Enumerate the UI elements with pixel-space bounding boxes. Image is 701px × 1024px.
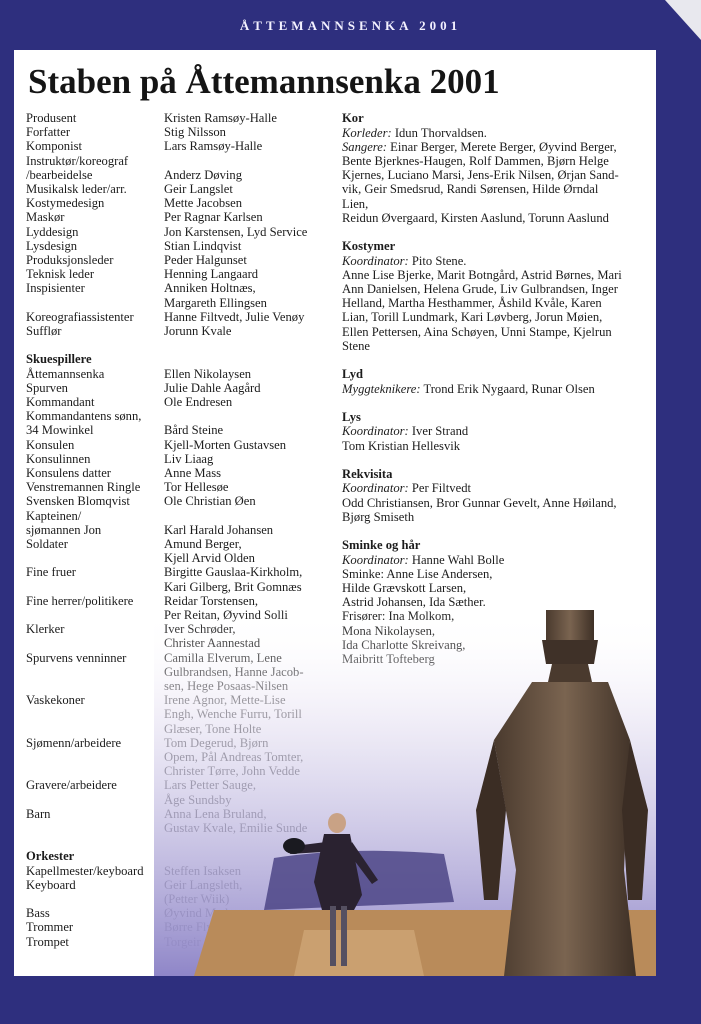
credit-role: Komponist [26,139,82,154]
line-label: Koordinator: [342,424,409,439]
credit-role: Koreografiassistenter [26,309,134,324]
credit-role: Lysdesign [26,238,78,253]
credit-role: Kostymedesign [26,196,105,211]
section-line [342,282,642,296]
section-title: Kor [342,111,364,125]
line-text: Ann Danielsen, Helena Grude, Liv Gulbrandsen, Inger [342,282,618,297]
stage-photo [154,610,656,976]
line-text: Einar Berger, Merete Berger, Øyvind Berger, [387,139,617,154]
credit-role: Svensken Blomqvist [26,494,130,509]
line-text: Pito Stene. [408,253,467,268]
line-label: Myggteknikere: [342,381,421,396]
credit-role: Sjømenn/arbeidere [26,735,122,750]
section-title: Lys [342,409,361,424]
credit-name: Anniken Holtnæs, [164,281,256,296]
credit-role: Bass [26,906,50,921]
content-page [14,50,656,976]
credit-name: Lars Ramsøy-Halle [164,139,263,154]
credit-role: Inspisienter [26,281,85,296]
credit-name: Stian Lindqvist [164,238,242,253]
line-label: Sangere: [342,139,387,154]
credit-name: Birgitte Gauslaa-Kirkholm, [164,565,303,580]
credit-role: Produsent [26,111,77,125]
credit-role: Fine fruer [26,565,77,580]
line-label: Koordinator: [342,253,409,268]
credit-name: Liv Liaag [164,451,214,466]
credit-role: Kapellmester/keyboard [26,863,144,878]
crew-sections [342,111,642,680]
line-text: vik, Geir Smedsrud, Randi Sørensen, Hilde Ørndal [342,182,599,197]
credit-name: Ellen Nikolaysen [164,366,252,381]
credit-role: /bearbeidelse [26,167,93,182]
line-text: Hilde Grævskott Larsen, [342,581,467,596]
credit-role: Kommandantens sønn, [26,409,142,424]
page-title: Staben på Åttemannsenka 2001 [28,62,500,101]
credit-role: Konsulen [26,437,75,452]
section-line [342,154,642,168]
section-line [342,581,642,595]
crew-section [342,239,642,353]
credit-role: Trommer [26,920,74,935]
credit-name: Tor Hellesøe [164,480,229,495]
line-text: Ellen Pettersen, Aina Schøyen, Unni Stampe, Kjelrun [342,324,612,339]
section-heading: Orkester [26,849,75,864]
credit-role: Lyddesign [26,224,79,239]
section-line [342,140,642,154]
credit-role: Teknisk leder [26,267,95,282]
crew-section [342,410,642,453]
credit-role: Sufflør [26,324,62,338]
section-line [342,339,642,353]
credit-name: Reidar Torstensen, [164,593,259,608]
credit-role: Konsulinnen [26,451,91,466]
line-text: Bjørg Smiseth [342,509,415,524]
credit-name: Kari Gilberg, Brit Gomnæs [164,579,302,594]
section-line [342,268,642,282]
credit-role: Barn [26,806,51,821]
line-text: Trond Erik Nygaard, Runar Olsen [420,381,595,396]
page-corner-fold [665,0,701,40]
credit-role: Konsulens datter [26,466,111,480]
section-title: Lyd [342,367,364,382]
credit-role: Klerker [26,622,65,637]
line-text: Iver Strand [408,424,469,439]
section-line [342,126,642,140]
line-text: Bente Bjerknes-Haugen, Rolf Dammen, Bjørn Helge [342,154,609,168]
section-line [342,325,642,339]
line-text: Helland, Martha Hesthammer, Åshild Kvåle, Karen [342,296,602,311]
line-text: Hanne Wahl Bolle [408,552,505,567]
credit-name: Anderz Døving [164,167,242,182]
section-title: Rekvisita [342,466,393,481]
credit-name: Ole Endresen [164,395,233,409]
line-text: Odd Christiansen, Bror Gunnar Gevelt, Anne Høiland, [342,495,617,510]
credit-name: Kjell-Morten Gustavsen [164,437,287,452]
credit-role: Maskør [26,210,65,225]
running-header: ÅTTEMANNSENKA 2001 [239,18,462,33]
credit-role: Kommandant [26,395,95,409]
section-line [342,595,642,609]
stage-floor-steps [294,930,424,976]
credit-name: Bård Steine [164,423,224,438]
credit-name: Stig Nilsson [164,125,226,140]
line-text: Per Filtvedt [408,481,471,496]
line-text: Tom Kristian Hellesvik [342,438,461,453]
section-line [342,197,642,211]
credit-name: Mette Jacobsen [164,196,242,211]
credit-name: Henning Langaard [164,267,259,282]
line-text: Sminke: Anne Lise Andersen, [342,566,493,581]
credit-role: Soldater [26,537,68,551]
section-line [342,168,642,182]
line-text: Kjernes, Luciano Marsi, Jens-Erik Nilsen, Ørjan Sand- [342,168,619,183]
line-text: Lien, [342,196,369,211]
credit-role: Fine herrer/politikere [26,593,134,608]
credit-role: Åttemannsenka [26,366,105,381]
credit-name: Karl Harald Johansen [164,522,274,537]
credit-name: Peder Halgunset [164,253,247,267]
credit-name: Jon Karstensen, Lyd Service [164,224,308,239]
credit-role: 34 Mowinkel [26,423,94,438]
section-line [342,182,642,196]
credit-name: Kristen Ramsøy-Halle [164,111,277,125]
credit-name: Geir Langslet [164,182,233,196]
line-text: Anne Lise Bjerke, Marit Botngård, Astrid Børnes, Mari [342,267,622,282]
section-line [342,496,642,510]
section-line [342,254,642,268]
section-line [342,382,642,396]
line-label: Korleder: [342,125,392,140]
credit-role: Keyboard [26,877,76,892]
credit-role: sjømannen Jon [26,522,102,537]
crew-section [342,467,642,524]
credit-name: Anne Mass [164,466,222,480]
credit-role: Instruktør/koreograf [26,153,129,168]
section-line [342,439,642,453]
credit-role: Produksjonsleder [26,253,114,267]
section-line [342,424,642,438]
credit-role: Kapteinen/ [26,508,82,523]
credit-name: Kjell Arvid Olden [164,551,255,566]
line-text: Lian, Torill Lundmark, Kari Løvberg, Jorun Møien, [342,310,603,325]
line-text: Astrid Johansen, Ida Sæther. [342,595,486,610]
credit-role: Vaskekoner [26,693,85,708]
section-heading: Skuespillere [26,352,92,367]
section-line [342,567,642,581]
credit-role: Venstremannen Ringle [26,480,141,495]
line-text: Reidun Øvergaard, Kirsten Aaslund, Torunn Aaslund [342,210,609,225]
credit-role: Gravere/arbeidere [26,778,117,793]
credit-role: Spurvens venninner [26,650,127,665]
credit-name: Jorunn Kvale [164,324,232,338]
line-label: Koordinator: [342,552,409,567]
credit-name: Ole Christian Øen [164,494,256,509]
credit-role: Spurven [26,380,68,395]
section-line [342,296,642,310]
line-text: Stene [342,338,370,353]
crew-section [342,367,642,396]
section-line [342,310,642,324]
section-title: Kostymer [342,239,396,254]
section-line [342,211,642,225]
line-label: Koordinator: [342,481,409,496]
credit-role: Forfatter [26,125,71,140]
credit-name: Julie Dahle Aagård [164,380,261,395]
credit-name: Amund Berger, [164,537,242,551]
crew-section [342,111,642,225]
credit-name: Per Ragnar Karlsen [164,210,263,225]
credit-name: Hanne Filtvedt, Julie Venøy [164,309,305,324]
credit-role: Trompet [26,934,69,949]
section-line [342,481,642,495]
section-line [342,553,642,567]
section-line [342,510,642,524]
section-title: Sminke og hår [342,538,421,553]
line-text: Idun Thorvaldsen. [391,125,487,140]
credit-name: Margareth Ellingsen [164,295,267,310]
credit-role: Musikalsk leder/arr. [26,182,127,196]
